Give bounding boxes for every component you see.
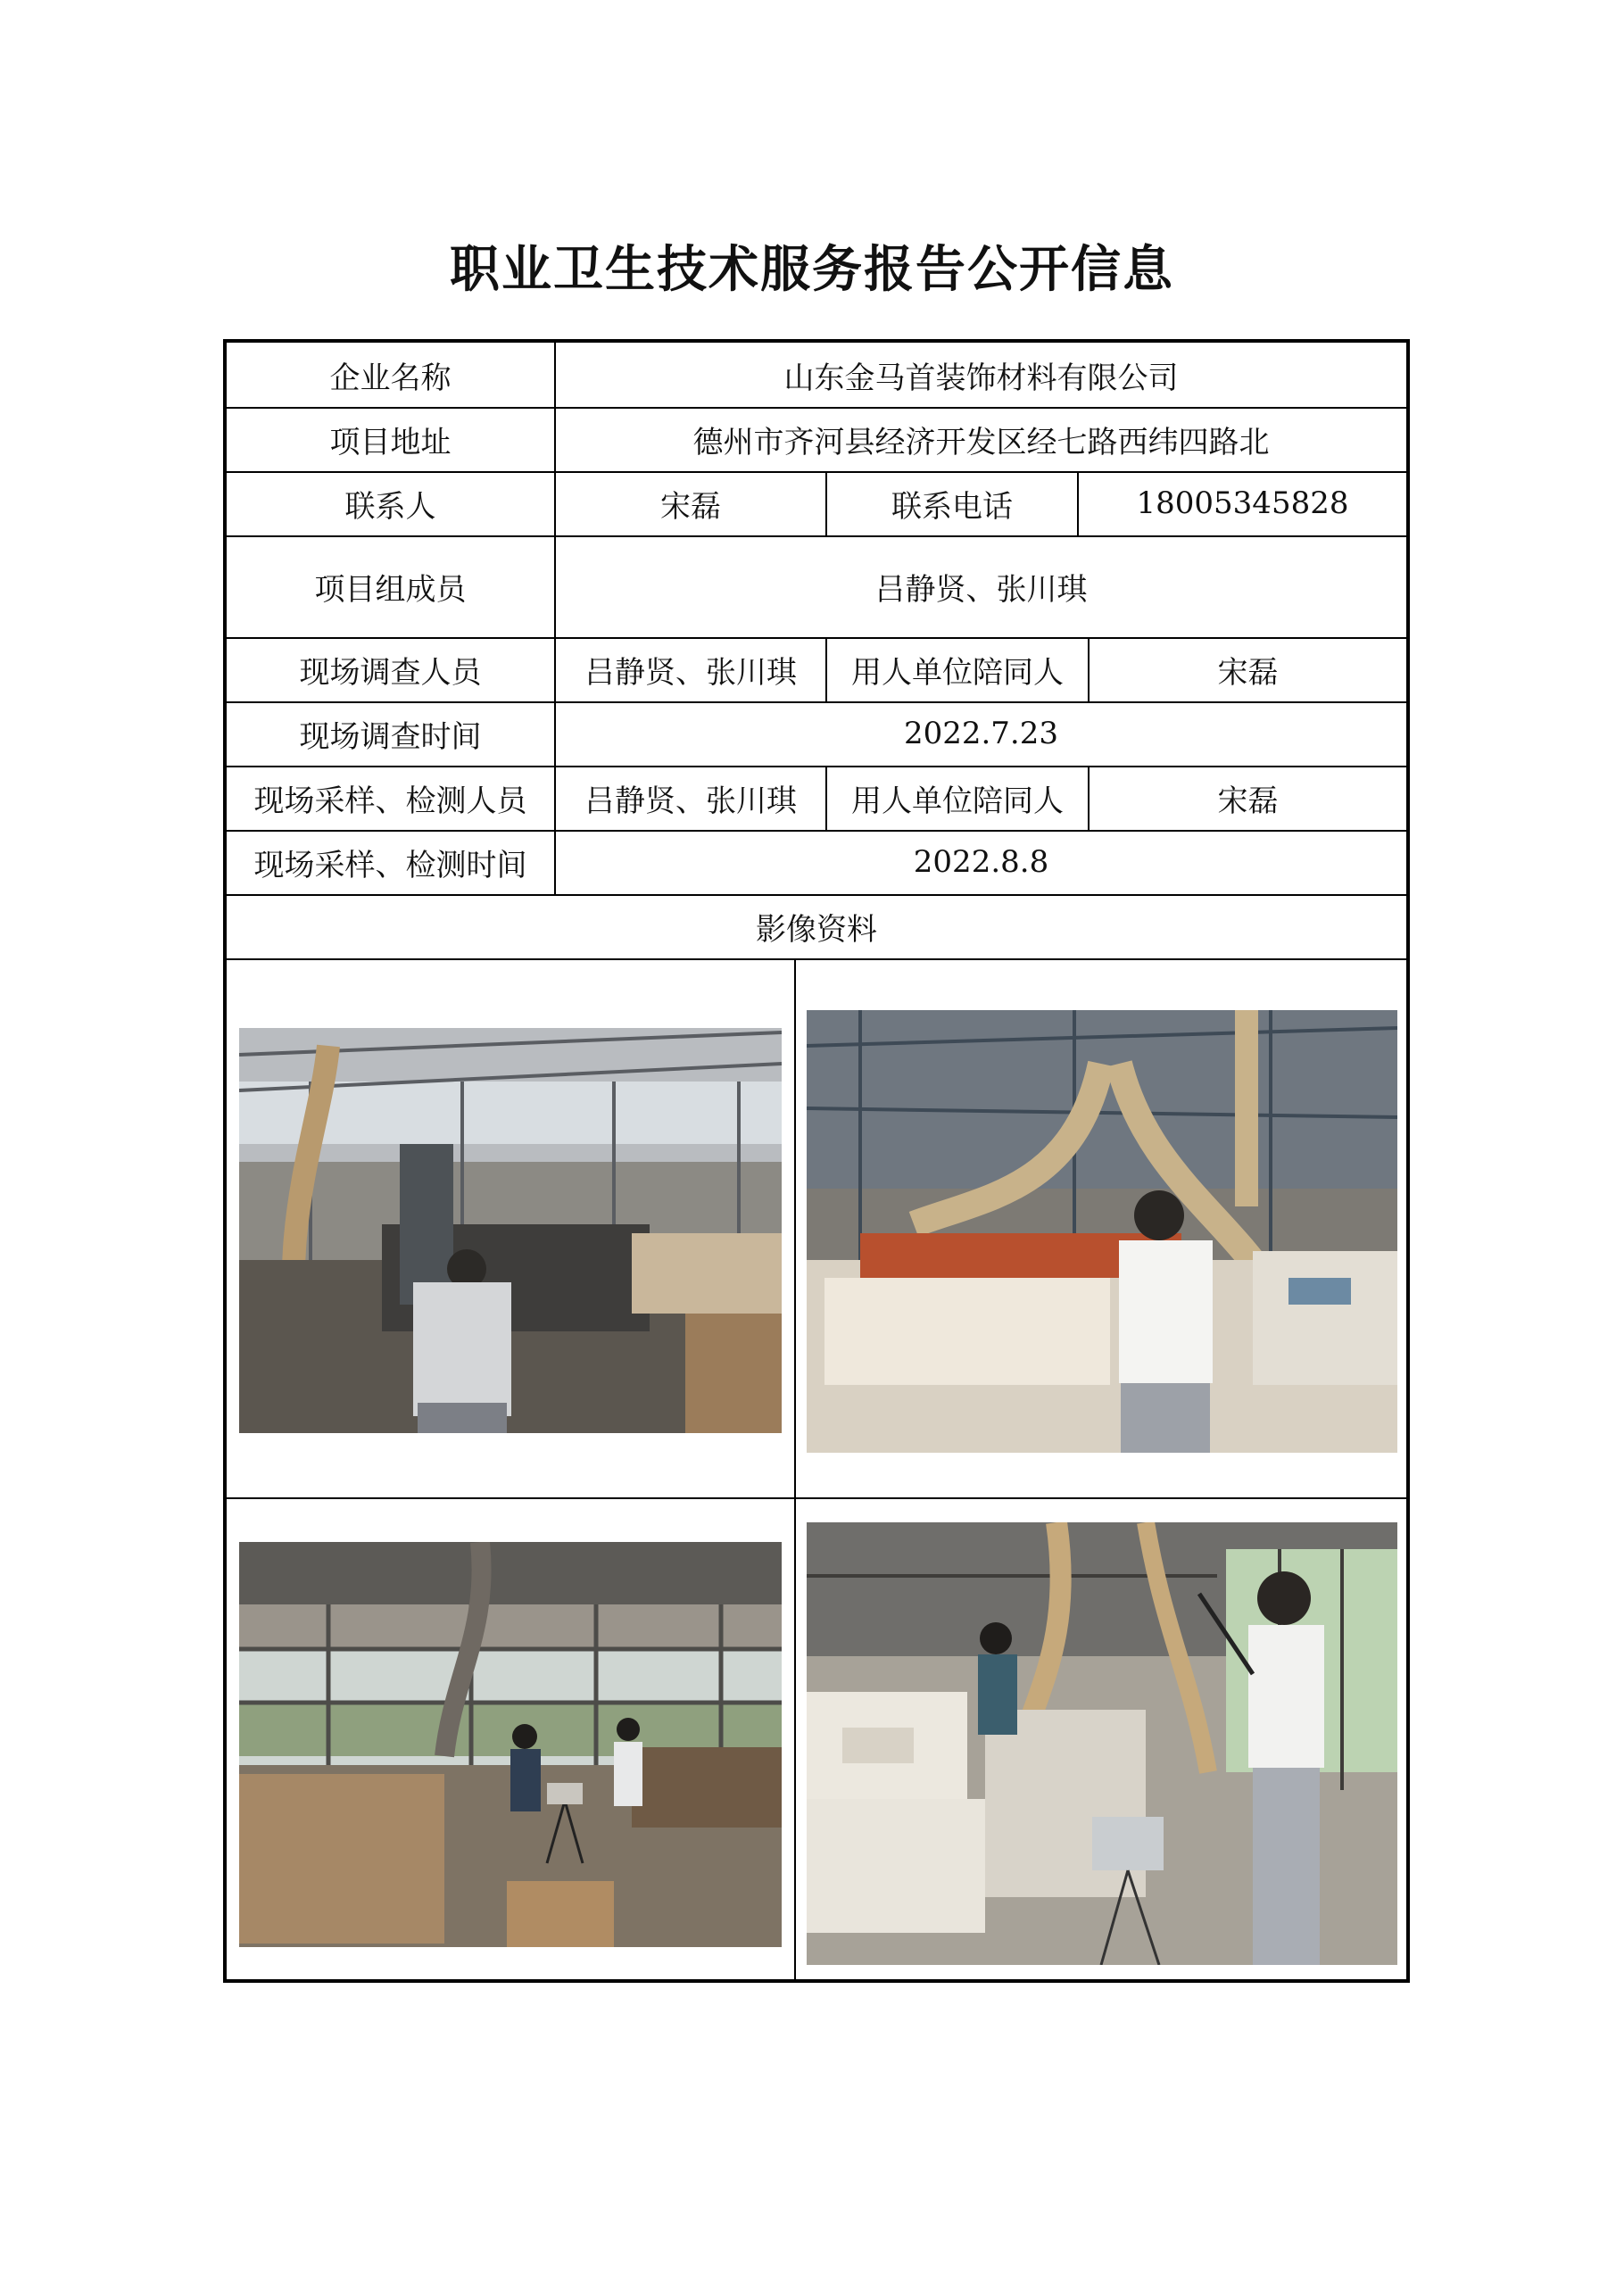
photo-workshop-sampling-tripod <box>239 1542 782 1947</box>
address-label: 项目地址 <box>329 424 452 460</box>
sampling-escort-value: 宋磊 <box>1217 783 1279 819</box>
sampling-staff-value: 吕静贤、张川琪 <box>584 783 797 819</box>
sampling-escort-label: 用人单位陪同人 <box>851 783 1064 819</box>
survey-staff-value: 吕静贤、张川琪 <box>584 654 797 691</box>
survey-time-value: 2022.7.23 <box>903 716 1059 751</box>
phone-value: 18005345828 <box>1136 485 1349 521</box>
survey-escort-label: 用人单位陪同人 <box>851 654 1064 691</box>
row-sampling-staff <box>227 766 1406 832</box>
sampling-time-label: 现场采样、检测时间 <box>253 847 527 883</box>
row-images-header <box>227 894 1406 960</box>
page-title: 职业卫生技术服务报告公开信息 <box>450 241 1174 299</box>
row-company <box>227 343 1406 409</box>
members-label: 项目组成员 <box>314 571 467 608</box>
images-header: 影像资料 <box>756 911 877 948</box>
row-sampling-time <box>227 830 1406 896</box>
phone-label: 联系电话 <box>891 488 1013 525</box>
row-members <box>227 535 1406 639</box>
row-contact <box>227 471 1406 537</box>
contact-value: 宋磊 <box>660 488 721 525</box>
row-survey-staff <box>227 637 1406 703</box>
row-address <box>227 407 1406 473</box>
row-survey-time <box>227 701 1406 767</box>
contact-label: 联系人 <box>344 488 436 525</box>
sampling-time-value: 2022.8.8 <box>913 844 1049 880</box>
company-label: 企业名称 <box>329 360 452 396</box>
photo-workshop-edge-bander <box>807 1522 1397 1965</box>
address-value: 德州市齐河县经济开发区经七路西纬四路北 <box>692 424 1270 460</box>
photo-workshop-panel-saw <box>807 1010 1397 1453</box>
survey-staff-label: 现场调查人员 <box>299 654 482 691</box>
info-table <box>223 339 1410 1983</box>
members-value: 吕静贤、张川琪 <box>874 571 1088 608</box>
photo-workshop-saw <box>239 1028 782 1433</box>
company-value: 山东金马首装饰材料有限公司 <box>783 360 1179 396</box>
survey-time-label: 现场调查时间 <box>299 718 482 755</box>
survey-escort-value: 宋磊 <box>1217 654 1279 691</box>
sampling-staff-label: 现场采样、检测人员 <box>253 783 527 819</box>
